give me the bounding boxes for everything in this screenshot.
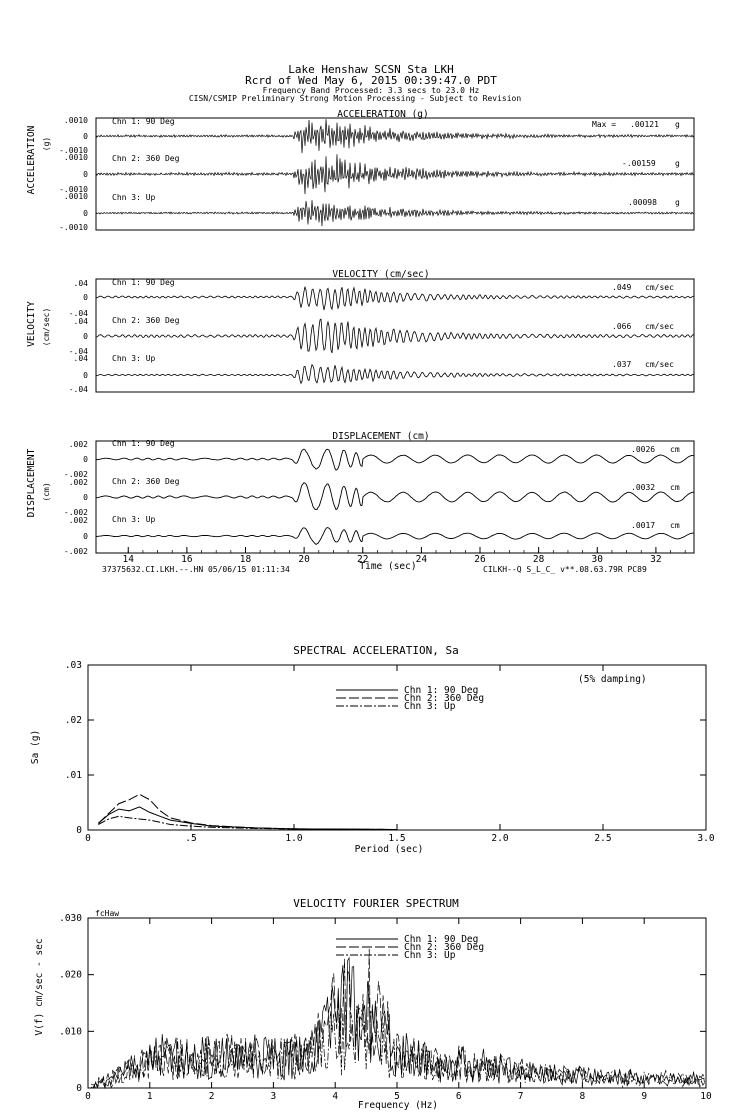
- x-axis-title: Time (sec): [359, 561, 417, 572]
- x-tick-label: 20: [298, 554, 310, 565]
- ytick-bottom: -.0010: [59, 146, 88, 155]
- x-tick-label: 2.5: [594, 833, 612, 844]
- max-unit: cm/sec: [645, 322, 674, 331]
- max-unit: g: [675, 198, 680, 207]
- trace: [96, 528, 694, 545]
- channel-1: [64, 116, 694, 153]
- channel-2: [59, 146, 694, 194]
- panel-ylabel: ACCELERATION: [26, 125, 37, 195]
- header: [189, 63, 522, 103]
- acceleration-panel: [26, 109, 694, 232]
- y-tick-label: 0: [76, 1083, 82, 1094]
- damping-note: (5% damping): [578, 674, 647, 685]
- ytick-zero: 0: [83, 532, 88, 541]
- y-tick-label: .030: [59, 913, 82, 924]
- processing-note: CISN/CSMIP Preliminary Strong Motion Processing - Subject to Revision: [188, 94, 522, 103]
- ytick-zero: 0: [83, 371, 88, 380]
- x-tick-label: 0: [85, 833, 91, 844]
- panel-ylabel: VELOCITY: [26, 301, 37, 347]
- trace: [96, 200, 694, 226]
- sa-axes: [65, 660, 715, 844]
- vf-series-1: [91, 958, 704, 1088]
- vf-series: [91, 949, 704, 1088]
- max-unit: cm/sec: [645, 360, 674, 369]
- ytick-top: .002: [68, 440, 88, 449]
- ytick-top: .0010: [63, 192, 88, 201]
- x-axis-title: Period (sec): [354, 844, 424, 855]
- x-tick-label: 5: [394, 1091, 400, 1102]
- footer-record-id: 37375632.CI.LKH.--.HN 05/06/15 01:11:34: [102, 565, 290, 574]
- velocity-fourier-chart: [34, 897, 712, 1111]
- legend-label-2: Chn 2: 360 Deg: [404, 942, 485, 953]
- x-tick-label: 0: [85, 1091, 91, 1102]
- displacement-panel: [26, 431, 694, 574]
- sa-series-2: [98, 794, 397, 829]
- x-tick-label: 9: [641, 1091, 648, 1102]
- channel-1: [74, 278, 694, 310]
- x-tick-label: 22: [357, 554, 369, 565]
- channel-label: Chn 3: Up: [112, 193, 156, 202]
- trace: [96, 154, 694, 194]
- ytick-zero: 0: [83, 209, 88, 218]
- ytick-bottom: -.0010: [59, 223, 88, 232]
- max-value: .066: [612, 322, 632, 331]
- legend-label-3: Chn 3: Up: [404, 701, 456, 712]
- max-value: .00098: [628, 198, 657, 207]
- x-tick-label: 26: [474, 554, 486, 565]
- sa-series: [98, 794, 397, 829]
- y-tick-label: .020: [59, 969, 82, 981]
- x-tick-label: 6: [455, 1091, 462, 1102]
- ytick-top: .04: [73, 354, 88, 363]
- panel-yunit: (cm): [42, 482, 51, 502]
- legend-label-2: Chn 2: 360 Deg: [404, 693, 485, 704]
- panel-yunit: (g): [42, 136, 51, 152]
- ytick-top: .04: [73, 279, 88, 288]
- x-tick-label: 18: [239, 554, 252, 565]
- max-unit: cm: [670, 445, 680, 454]
- channel-1: [69, 439, 694, 470]
- ytick-bottom: -.0010: [59, 185, 88, 194]
- x-axis-title: Frequency (Hz): [357, 1100, 439, 1111]
- chart-tag: fcHaw: [95, 909, 120, 918]
- ytick-zero: 0: [83, 332, 88, 341]
- record-time: Rcrd of Wed May 6, 2015 00:39:47.0 PDT: [245, 74, 497, 87]
- ytick-bottom: -.04: [68, 385, 88, 394]
- x-tick-label: .5: [185, 833, 197, 844]
- station-title: Lake Henshaw SCSN Sta LKH: [288, 63, 454, 76]
- x-tick-label: 2.0: [491, 833, 509, 844]
- ytick-bottom: -.002: [63, 508, 88, 517]
- ytick-top: .0010: [63, 153, 88, 162]
- legend: [336, 934, 484, 961]
- y-tick-label: .01: [64, 770, 82, 781]
- x-tick-label: 4: [332, 1091, 339, 1102]
- velocity-panel: [26, 269, 694, 394]
- max-label: Max =: [592, 120, 617, 129]
- chart-title: VELOCITY FOURIER SPECTRUM: [293, 897, 459, 910]
- ytick-zero: 0: [83, 170, 88, 179]
- max-value: -.00159: [622, 159, 656, 168]
- channel-3: [59, 185, 694, 232]
- x-tick-label: 1: [146, 1091, 153, 1102]
- trace: [96, 365, 694, 384]
- max-value: .00121: [630, 120, 659, 129]
- channel-label: Chn 2: 360 Deg: [112, 316, 180, 325]
- spectral-acceleration-chart: [30, 644, 715, 855]
- channel-label: Chn 2: 360 Deg: [112, 154, 180, 163]
- legend-label-1: Chn 1: 90 Deg: [404, 934, 479, 945]
- ytick-zero: 0: [83, 455, 88, 464]
- x-tick-label: 32: [650, 554, 662, 565]
- ytick-bottom: -.04: [68, 309, 88, 318]
- channel-label: Chn 3: Up: [112, 515, 156, 524]
- channel-label: Chn 3: Up: [112, 354, 156, 363]
- sa-series-1: [98, 807, 397, 830]
- max-unit: g: [675, 120, 680, 129]
- panel-title: DISPLACEMENT (cm): [332, 431, 430, 442]
- x-tick-label: 28: [532, 554, 545, 565]
- ytick-zero: 0: [83, 493, 88, 502]
- ytick-bottom: -.04: [68, 347, 88, 356]
- y-axis-title: V(f) cm/sec - sec: [34, 938, 45, 1036]
- max-value: .037: [612, 360, 632, 369]
- channel-label: Chn 1: 90 Deg: [112, 278, 175, 287]
- frequency-band: Frequency Band Processed: 3.3 secs to 23.0 Hz: [262, 86, 480, 95]
- ytick-top: .002: [68, 478, 88, 487]
- ytick-top: .0010: [63, 116, 88, 125]
- ytick-top: .04: [73, 317, 88, 326]
- vf-series-2: [91, 949, 704, 1088]
- legend: [336, 685, 484, 712]
- channel-2: [69, 309, 694, 353]
- max-unit: g: [675, 159, 680, 168]
- x-tick-label: 16: [181, 554, 193, 565]
- ytick-top: .002: [68, 516, 88, 525]
- legend-label-1: Chn 1: 90 Deg: [404, 685, 479, 696]
- x-tick-label: 1.5: [388, 833, 406, 844]
- ytick-zero: 0: [83, 132, 88, 141]
- channel-3: [64, 508, 694, 556]
- y-axis-title: Sa (g): [30, 729, 41, 765]
- chart-title: SPECTRAL ACCELERATION, Sa: [293, 644, 459, 657]
- legend-label-3: Chn 3: Up: [404, 950, 456, 961]
- trace: [96, 449, 694, 470]
- x-tick-label: 3: [270, 1091, 277, 1102]
- max-value: .0032: [631, 483, 656, 492]
- ytick-bottom: -.002: [63, 547, 88, 556]
- x-tick-label: 7: [517, 1091, 524, 1102]
- max-value: .049: [612, 283, 632, 292]
- max-value: .0026: [631, 445, 656, 454]
- trace: [96, 483, 694, 510]
- panel-title: VELOCITY (cm/sec): [332, 269, 430, 280]
- channel-label: Chn 2: 360 Deg: [112, 477, 180, 486]
- x-tick-label: 1.0: [285, 833, 303, 844]
- x-tick-label: 3.0: [697, 833, 715, 844]
- x-tick-label: 8: [579, 1091, 586, 1102]
- max-unit: cm: [670, 521, 680, 530]
- y-tick-label: .02: [64, 715, 82, 726]
- x-tick-label: 30: [591, 554, 603, 565]
- vf-series-3: [91, 1005, 704, 1088]
- trace: [96, 287, 694, 310]
- channel-label: Chn 1: 90 Deg: [112, 439, 175, 448]
- max-value: .0017: [631, 521, 656, 530]
- channel-3: [69, 347, 694, 394]
- channel-2: [64, 470, 694, 510]
- panel-yunit: (cm/sec): [42, 307, 51, 347]
- y-tick-label: 0: [76, 825, 82, 836]
- x-tick-label: 2: [208, 1091, 215, 1102]
- y-tick-label: .03: [64, 660, 82, 671]
- trace: [96, 319, 694, 353]
- max-unit: cm: [670, 483, 680, 492]
- panel-title: ACCELERATION (g): [337, 109, 429, 120]
- x-tick-label: 14: [122, 554, 134, 565]
- ytick-bottom: -.002: [63, 470, 88, 479]
- x-tick-label: 24: [415, 554, 428, 565]
- x-tick-label: 10: [700, 1091, 712, 1102]
- footer-code: CILKH--Q S_L_C_ v**.08.63.79R PC89: [483, 565, 647, 574]
- channel-label: Chn 1: 90 Deg: [112, 117, 175, 126]
- y-tick-label: .010: [59, 1026, 82, 1038]
- panel-ylabel: DISPLACEMENT: [26, 448, 37, 518]
- max-unit: cm/sec: [645, 283, 674, 292]
- ytick-zero: 0: [83, 293, 88, 302]
